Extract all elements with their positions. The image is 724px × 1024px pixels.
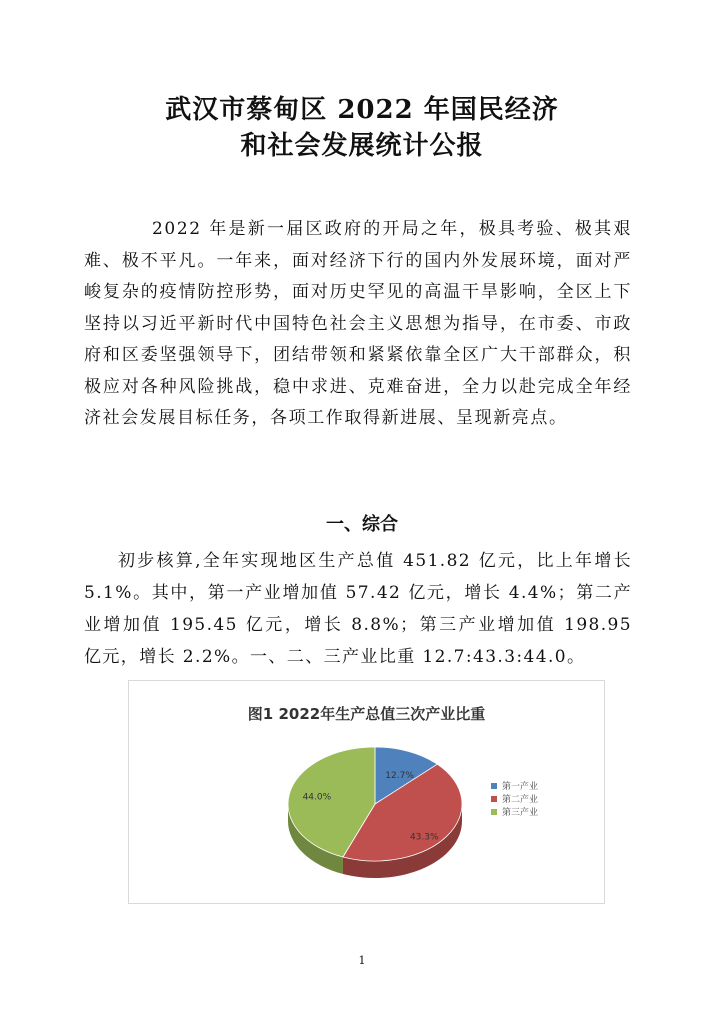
legend-swatch — [491, 783, 497, 789]
legend-item-secondary — [491, 792, 538, 805]
legend-label: 第二产业 — [502, 795, 539, 805]
legend-label: 第一产业 — [502, 782, 539, 792]
chart-legend — [491, 779, 538, 818]
legend-swatch — [491, 796, 497, 802]
pie-data-label-1: 43.3% — [409, 832, 439, 843]
title-line-1: 武汉市蔡甸区 2022 年国民经济 — [165, 95, 559, 125]
document-title — [0, 92, 724, 164]
pie-data-label-0: 12.7% — [385, 771, 414, 782]
pie-data-label-2: 44.0% — [302, 792, 332, 803]
section-heading-overview: 一、综合 — [326, 514, 398, 535]
page-number: 1 — [358, 954, 366, 967]
legend-label: 第三产业 — [502, 808, 539, 818]
title-line-2: 和社会发展统计公报 — [240, 131, 484, 161]
legend-swatch — [491, 809, 497, 815]
chart-title: 图1 2022年生产总值三次产业比重 — [247, 705, 486, 723]
legend-item-tertiary — [491, 805, 538, 818]
gdp-structure-figure — [128, 680, 605, 904]
overview-paragraph: 初步核算,全年实现地区生产总值 451.82 亿元，比上年增长 5.1%。其中，第一产业增加值 57.42 亿元，增长 4.4%；第二产业增加值 195.45 亿元，增长 8.8%；第三产业增加值 198.95 亿元，增长 2.2%。一、二、三产业比重 12.7:43.3:44.0。 — [84, 551, 632, 667]
intro-paragraph: 2022 年是新一届区政府的开局之年，极具考验、极其艰难、极不平凡。一年来，面对经济下行的国内外发展环境，面对严峻复杂的疫情防控形势，面对历史罕见的高温干旱影响，全区上下坚持以习近平新时代中国特色社会主义思想为指导，在市委、市政府和区委坚强领导下，团结带领和紧紧依靠全区广大干部群众，积极应对各种风险挑战，稳中求进、克难奋进，全力以赴完成全年经济社会发展目标任务，各项工作取得新进展、呈现新亮点。 — [84, 219, 632, 428]
legend-item-primary — [491, 779, 538, 792]
